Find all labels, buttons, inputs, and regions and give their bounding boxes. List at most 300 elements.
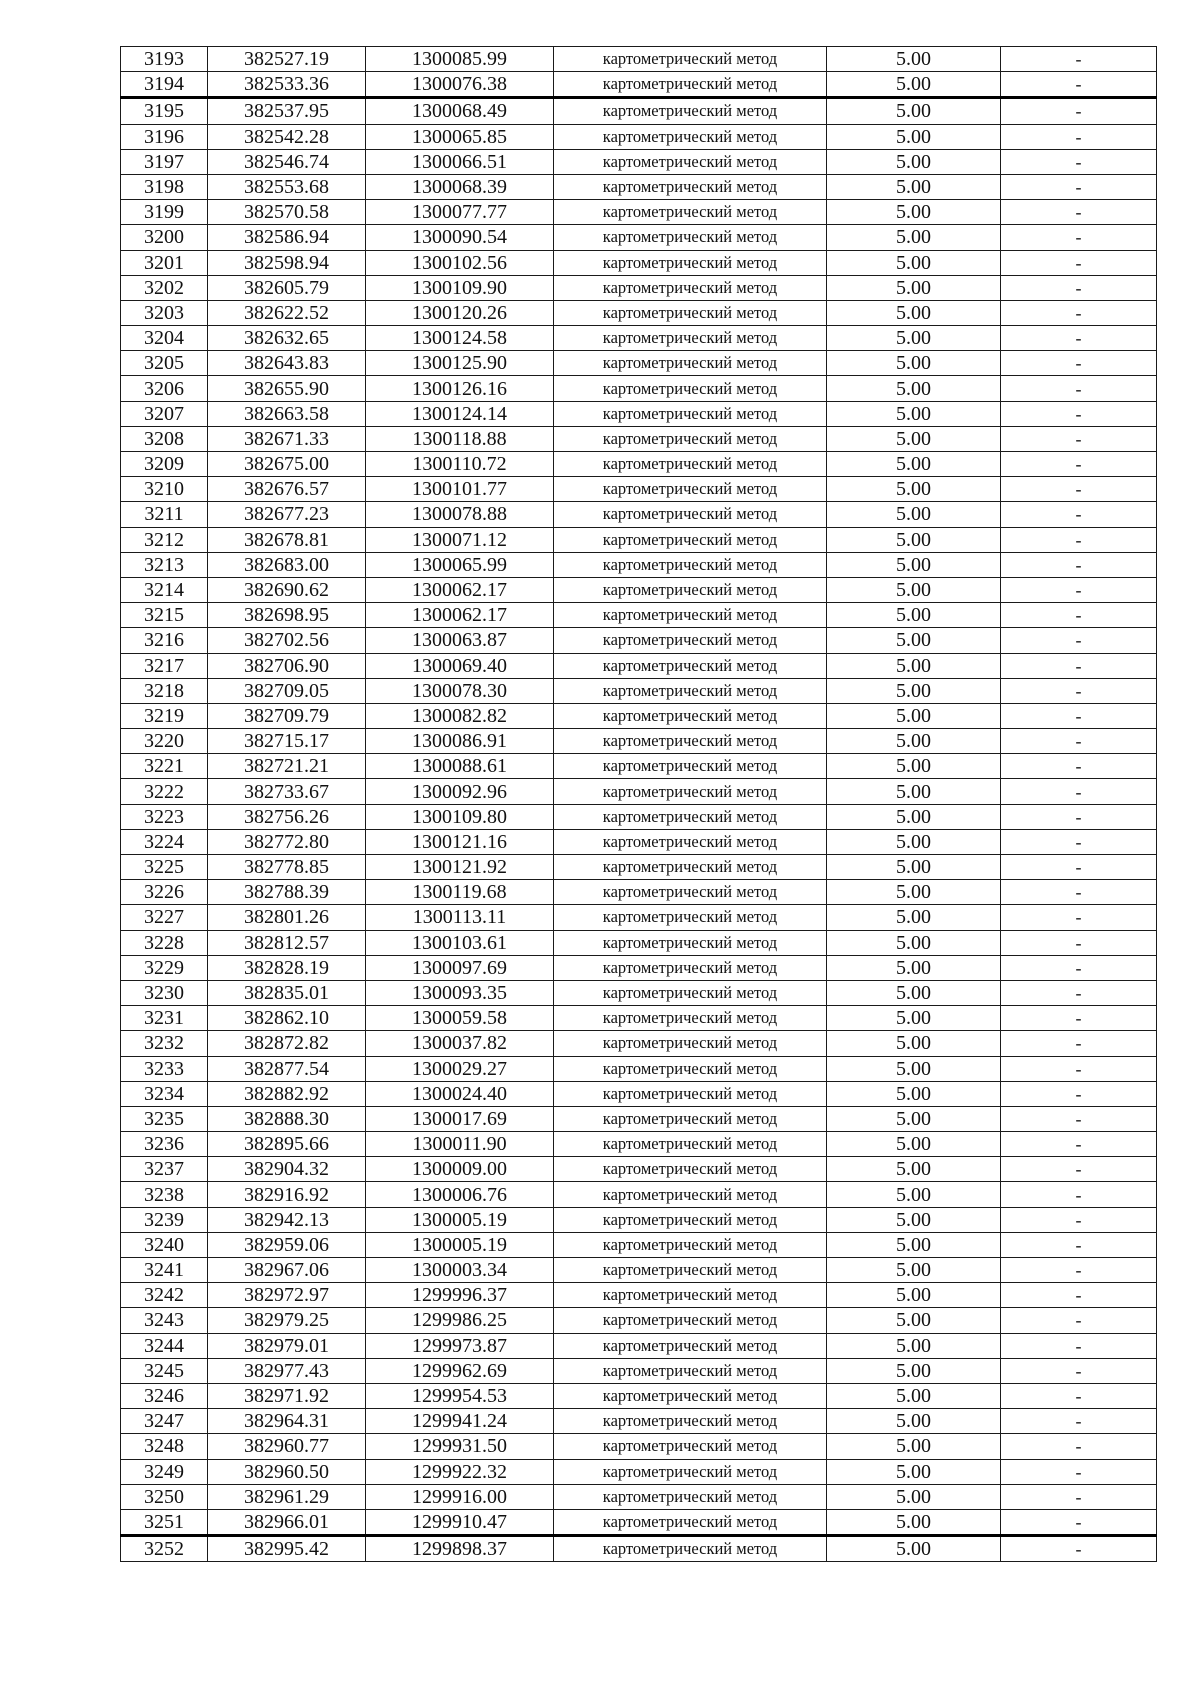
table-row: [121, 1182, 1157, 1207]
method-cell: картометрический метод: [554, 1484, 827, 1509]
method-cell: картометрический метод: [554, 880, 827, 905]
remark-cell: -: [1001, 905, 1157, 930]
y-coordinate-cell: 1299986.25: [366, 1308, 554, 1333]
x-coordinate-cell: 382961.29: [208, 1484, 366, 1509]
table-row: [121, 1358, 1157, 1383]
accuracy-cell: 5.00: [827, 1283, 1001, 1308]
accuracy-cell: 5.00: [827, 552, 1001, 577]
x-coordinate-cell: 382733.67: [208, 779, 366, 804]
remark-cell: -: [1001, 880, 1157, 905]
accuracy-cell: 5.00: [827, 955, 1001, 980]
x-coordinate-cell: 382709.05: [208, 678, 366, 703]
remark-cell: -: [1001, 1409, 1157, 1434]
point-number-cell: 3239: [121, 1207, 208, 1232]
point-number-cell: 3205: [121, 351, 208, 376]
accuracy-cell: 5.00: [827, 1434, 1001, 1459]
point-number-cell: 3233: [121, 1056, 208, 1081]
remark-cell: -: [1001, 1258, 1157, 1283]
table-row: [121, 1484, 1157, 1509]
method-cell: картометрический метод: [554, 426, 827, 451]
point-number-cell: 3231: [121, 1006, 208, 1031]
y-coordinate-cell: 1300011.90: [366, 1132, 554, 1157]
accuracy-cell: 5.00: [827, 930, 1001, 955]
method-cell: картометрический метод: [554, 1182, 827, 1207]
point-number-cell: 3217: [121, 653, 208, 678]
y-coordinate-cell: 1300121.92: [366, 855, 554, 880]
remark-cell: -: [1001, 1081, 1157, 1106]
x-coordinate-cell: 382655.90: [208, 376, 366, 401]
method-cell: картометрический метод: [554, 1283, 827, 1308]
x-coordinate-cell: 382675.00: [208, 452, 366, 477]
accuracy-cell: 5.00: [827, 527, 1001, 552]
point-number-cell: 3240: [121, 1232, 208, 1257]
method-cell: картометрический метод: [554, 729, 827, 754]
method-cell: картометрический метод: [554, 855, 827, 880]
accuracy-cell: 5.00: [827, 1383, 1001, 1408]
remark-cell: -: [1001, 855, 1157, 880]
x-coordinate-cell: 382966.01: [208, 1509, 366, 1535]
accuracy-cell: 5.00: [827, 401, 1001, 426]
method-cell: картометрический метод: [554, 351, 827, 376]
x-coordinate-cell: 382537.95: [208, 98, 366, 124]
x-coordinate-cell: 382605.79: [208, 275, 366, 300]
table-row: [121, 1536, 1157, 1562]
table-row: [121, 275, 1157, 300]
point-number-cell: 3219: [121, 703, 208, 728]
y-coordinate-cell: 1300065.99: [366, 552, 554, 577]
table-row: [121, 754, 1157, 779]
x-coordinate-cell: 382979.25: [208, 1308, 366, 1333]
y-coordinate-cell: 1300126.16: [366, 376, 554, 401]
point-number-cell: 3215: [121, 603, 208, 628]
point-number-cell: 3212: [121, 527, 208, 552]
table-row: [121, 829, 1157, 854]
x-coordinate-cell: 382546.74: [208, 149, 366, 174]
remark-cell: -: [1001, 1132, 1157, 1157]
x-coordinate-cell: 382683.00: [208, 552, 366, 577]
point-number-cell: 3197: [121, 149, 208, 174]
accuracy-cell: 5.00: [827, 905, 1001, 930]
accuracy-cell: 5.00: [827, 376, 1001, 401]
table-row: [121, 72, 1157, 98]
table-row: [121, 1031, 1157, 1056]
x-coordinate-cell: 382995.42: [208, 1536, 366, 1562]
accuracy-cell: 5.00: [827, 477, 1001, 502]
method-cell: картометрический метод: [554, 200, 827, 225]
y-coordinate-cell: 1300124.58: [366, 326, 554, 351]
accuracy-cell: 5.00: [827, 275, 1001, 300]
accuracy-cell: 5.00: [827, 502, 1001, 527]
method-cell: картометрический метод: [554, 300, 827, 325]
accuracy-cell: 5.00: [827, 754, 1001, 779]
table-row: [121, 930, 1157, 955]
x-coordinate-cell: 382862.10: [208, 1006, 366, 1031]
method-cell: картометрический метод: [554, 1509, 827, 1535]
point-number-cell: 3221: [121, 754, 208, 779]
remark-cell: -: [1001, 1207, 1157, 1232]
x-coordinate-cell: 382971.92: [208, 1383, 366, 1408]
accuracy-cell: 5.00: [827, 880, 1001, 905]
point-number-cell: 3230: [121, 980, 208, 1005]
table-row: [121, 225, 1157, 250]
remark-cell: -: [1001, 98, 1157, 124]
x-coordinate-cell: 382598.94: [208, 250, 366, 275]
y-coordinate-cell: 1300068.39: [366, 174, 554, 199]
table-row: [121, 955, 1157, 980]
x-coordinate-cell: 382677.23: [208, 502, 366, 527]
accuracy-cell: 5.00: [827, 1509, 1001, 1535]
x-coordinate-cell: 382678.81: [208, 527, 366, 552]
point-number-cell: 3235: [121, 1106, 208, 1131]
table-row: [121, 603, 1157, 628]
point-number-cell: 3199: [121, 200, 208, 225]
accuracy-cell: 5.00: [827, 804, 1001, 829]
point-number-cell: 3209: [121, 452, 208, 477]
y-coordinate-cell: 1299922.32: [366, 1459, 554, 1484]
method-cell: картометрический метод: [554, 477, 827, 502]
point-number-cell: 3226: [121, 880, 208, 905]
accuracy-cell: 5.00: [827, 653, 1001, 678]
point-number-cell: 3236: [121, 1132, 208, 1157]
method-cell: картометрический метод: [554, 1308, 827, 1333]
y-coordinate-cell: 1300059.58: [366, 1006, 554, 1031]
accuracy-cell: 5.00: [827, 225, 1001, 250]
x-coordinate-cell: 382690.62: [208, 577, 366, 602]
method-cell: картометрический метод: [554, 98, 827, 124]
method-cell: картометрический метод: [554, 1258, 827, 1283]
table-row: [121, 1383, 1157, 1408]
y-coordinate-cell: 1300102.56: [366, 250, 554, 275]
table-row: [121, 577, 1157, 602]
remark-cell: -: [1001, 149, 1157, 174]
method-cell: картометрический метод: [554, 1232, 827, 1257]
y-coordinate-cell: 1300077.77: [366, 200, 554, 225]
x-coordinate-cell: 382895.66: [208, 1132, 366, 1157]
y-coordinate-cell: 1300076.38: [366, 72, 554, 98]
y-coordinate-cell: 1300086.91: [366, 729, 554, 754]
method-cell: картометрический метод: [554, 72, 827, 98]
x-coordinate-cell: 382835.01: [208, 980, 366, 1005]
accuracy-cell: 5.00: [827, 124, 1001, 149]
point-number-cell: 3251: [121, 1509, 208, 1535]
y-coordinate-cell: 1300082.82: [366, 703, 554, 728]
table-row: [121, 1056, 1157, 1081]
accuracy-cell: 5.00: [827, 678, 1001, 703]
remark-cell: -: [1001, 603, 1157, 628]
point-number-cell: 3198: [121, 174, 208, 199]
remark-cell: -: [1001, 527, 1157, 552]
y-coordinate-cell: 1300006.76: [366, 1182, 554, 1207]
x-coordinate-cell: 382964.31: [208, 1409, 366, 1434]
method-cell: картометрический метод: [554, 1358, 827, 1383]
point-number-cell: 3201: [121, 250, 208, 275]
point-number-cell: 3241: [121, 1258, 208, 1283]
remark-cell: -: [1001, 1157, 1157, 1182]
y-coordinate-cell: 1300003.34: [366, 1258, 554, 1283]
method-cell: картометрический метод: [554, 804, 827, 829]
point-number-cell: 3223: [121, 804, 208, 829]
point-number-cell: 3220: [121, 729, 208, 754]
x-coordinate-cell: 382801.26: [208, 905, 366, 930]
remark-cell: -: [1001, 804, 1157, 829]
remark-cell: -: [1001, 552, 1157, 577]
table-row: [121, 300, 1157, 325]
accuracy-cell: 5.00: [827, 1459, 1001, 1484]
method-cell: картометрический метод: [554, 779, 827, 804]
point-number-cell: 3211: [121, 502, 208, 527]
table-row: [121, 351, 1157, 376]
method-cell: картометрический метод: [554, 1157, 827, 1182]
point-number-cell: 3238: [121, 1182, 208, 1207]
table-row: [121, 376, 1157, 401]
y-coordinate-cell: 1300097.69: [366, 955, 554, 980]
table-row: [121, 1106, 1157, 1131]
x-coordinate-cell: 382788.39: [208, 880, 366, 905]
y-coordinate-cell: 1300071.12: [366, 527, 554, 552]
x-coordinate-cell: 382709.79: [208, 703, 366, 728]
y-coordinate-cell: 1300101.77: [366, 477, 554, 502]
accuracy-cell: 5.00: [827, 1081, 1001, 1106]
table-row: [121, 1081, 1157, 1106]
accuracy-cell: 5.00: [827, 1207, 1001, 1232]
remark-cell: -: [1001, 376, 1157, 401]
y-coordinate-cell: 1300037.82: [366, 1031, 554, 1056]
x-coordinate-cell: 382960.50: [208, 1459, 366, 1484]
method-cell: картометрический метод: [554, 527, 827, 552]
accuracy-cell: 5.00: [827, 1056, 1001, 1081]
point-number-cell: 3216: [121, 628, 208, 653]
y-coordinate-cell: 1300088.61: [366, 754, 554, 779]
x-coordinate-cell: 382916.92: [208, 1182, 366, 1207]
remark-cell: -: [1001, 1308, 1157, 1333]
remark-cell: -: [1001, 1283, 1157, 1308]
y-coordinate-cell: 1300078.30: [366, 678, 554, 703]
point-number-cell: 3250: [121, 1484, 208, 1509]
table-row: [121, 124, 1157, 149]
accuracy-cell: 5.00: [827, 174, 1001, 199]
table-row: [121, 426, 1157, 451]
remark-cell: -: [1001, 1509, 1157, 1535]
remark-cell: -: [1001, 326, 1157, 351]
remark-cell: -: [1001, 225, 1157, 250]
x-coordinate-cell: 382872.82: [208, 1031, 366, 1056]
accuracy-cell: 5.00: [827, 1157, 1001, 1182]
remark-cell: -: [1001, 1383, 1157, 1408]
accuracy-cell: 5.00: [827, 1232, 1001, 1257]
accuracy-cell: 5.00: [827, 200, 1001, 225]
y-coordinate-cell: 1300009.00: [366, 1157, 554, 1182]
y-coordinate-cell: 1300005.19: [366, 1207, 554, 1232]
method-cell: картометрический метод: [554, 1333, 827, 1358]
point-number-cell: 3214: [121, 577, 208, 602]
remark-cell: -: [1001, 754, 1157, 779]
point-number-cell: 3248: [121, 1434, 208, 1459]
x-coordinate-cell: 382643.83: [208, 351, 366, 376]
point-number-cell: 3228: [121, 930, 208, 955]
method-cell: картометрический метод: [554, 174, 827, 199]
table-row: [121, 1308, 1157, 1333]
accuracy-cell: 5.00: [827, 1358, 1001, 1383]
accuracy-cell: 5.00: [827, 980, 1001, 1005]
x-coordinate-cell: 382967.06: [208, 1258, 366, 1283]
table-row: [121, 47, 1157, 72]
x-coordinate-cell: 382959.06: [208, 1232, 366, 1257]
x-coordinate-cell: 382979.01: [208, 1333, 366, 1358]
y-coordinate-cell: 1300062.17: [366, 577, 554, 602]
y-coordinate-cell: 1299941.24: [366, 1409, 554, 1434]
point-number-cell: 3210: [121, 477, 208, 502]
accuracy-cell: 5.00: [827, 250, 1001, 275]
point-number-cell: 3206: [121, 376, 208, 401]
y-coordinate-cell: 1299962.69: [366, 1358, 554, 1383]
method-cell: картометрический метод: [554, 275, 827, 300]
point-number-cell: 3224: [121, 829, 208, 854]
method-cell: картометрический метод: [554, 1132, 827, 1157]
remark-cell: -: [1001, 779, 1157, 804]
method-cell: картометрический метод: [554, 1383, 827, 1408]
x-coordinate-cell: 382904.32: [208, 1157, 366, 1182]
table-row: [121, 250, 1157, 275]
method-cell: картометрический метод: [554, 149, 827, 174]
table-row: [121, 1258, 1157, 1283]
x-coordinate-cell: 382721.21: [208, 754, 366, 779]
remark-cell: -: [1001, 351, 1157, 376]
point-number-cell: 3234: [121, 1081, 208, 1106]
remark-cell: -: [1001, 124, 1157, 149]
y-coordinate-cell: 1300062.17: [366, 603, 554, 628]
method-cell: картометрический метод: [554, 1031, 827, 1056]
remark-cell: -: [1001, 401, 1157, 426]
method-cell: картометрический метод: [554, 754, 827, 779]
y-coordinate-cell: 1300103.61: [366, 930, 554, 955]
x-coordinate-cell: 382977.43: [208, 1358, 366, 1383]
y-coordinate-cell: 1300085.99: [366, 47, 554, 72]
accuracy-cell: 5.00: [827, 1484, 1001, 1509]
table-row: [121, 653, 1157, 678]
y-coordinate-cell: 1299898.37: [366, 1536, 554, 1562]
remark-cell: -: [1001, 628, 1157, 653]
point-number-cell: 3237: [121, 1157, 208, 1182]
accuracy-cell: 5.00: [827, 1333, 1001, 1358]
table-row: [121, 326, 1157, 351]
remark-cell: -: [1001, 1459, 1157, 1484]
method-cell: картометрический метод: [554, 703, 827, 728]
table-row: [121, 1409, 1157, 1434]
accuracy-cell: 5.00: [827, 1536, 1001, 1562]
y-coordinate-cell: 1300092.96: [366, 779, 554, 804]
point-number-cell: 3193: [121, 47, 208, 72]
table-row: [121, 804, 1157, 829]
accuracy-cell: 5.00: [827, 98, 1001, 124]
accuracy-cell: 5.00: [827, 829, 1001, 854]
point-number-cell: 3229: [121, 955, 208, 980]
table-row: [121, 905, 1157, 930]
remark-cell: -: [1001, 1106, 1157, 1131]
accuracy-cell: 5.00: [827, 426, 1001, 451]
x-coordinate-cell: 382527.19: [208, 47, 366, 72]
point-number-cell: 3244: [121, 1333, 208, 1358]
point-number-cell: 3213: [121, 552, 208, 577]
method-cell: картометрический метод: [554, 376, 827, 401]
x-coordinate-cell: 382570.58: [208, 200, 366, 225]
method-cell: картометрический метод: [554, 1536, 827, 1562]
x-coordinate-cell: 382877.54: [208, 1056, 366, 1081]
method-cell: картометрический метод: [554, 1081, 827, 1106]
accuracy-cell: 5.00: [827, 779, 1001, 804]
y-coordinate-cell: 1300068.49: [366, 98, 554, 124]
table-row: [121, 880, 1157, 905]
table-row: [121, 1434, 1157, 1459]
y-coordinate-cell: 1300063.87: [366, 628, 554, 653]
remark-cell: -: [1001, 930, 1157, 955]
method-cell: картометрический метод: [554, 326, 827, 351]
y-coordinate-cell: 1299910.47: [366, 1509, 554, 1535]
remark-cell: -: [1001, 426, 1157, 451]
table-row: [121, 1232, 1157, 1257]
y-coordinate-cell: 1299916.00: [366, 1484, 554, 1509]
remark-cell: -: [1001, 1031, 1157, 1056]
remark-cell: -: [1001, 275, 1157, 300]
point-number-cell: 3208: [121, 426, 208, 451]
point-number-cell: 3242: [121, 1283, 208, 1308]
method-cell: картометрический метод: [554, 1056, 827, 1081]
point-number-cell: 3200: [121, 225, 208, 250]
method-cell: картометрический метод: [554, 47, 827, 72]
table-row: [121, 779, 1157, 804]
accuracy-cell: 5.00: [827, 72, 1001, 98]
method-cell: картометрический метод: [554, 577, 827, 602]
remark-cell: -: [1001, 577, 1157, 602]
x-coordinate-cell: 382772.80: [208, 829, 366, 854]
remark-cell: -: [1001, 200, 1157, 225]
table-body: [121, 47, 1157, 1562]
accuracy-cell: 5.00: [827, 452, 1001, 477]
remark-cell: -: [1001, 1232, 1157, 1257]
remark-cell: -: [1001, 174, 1157, 199]
remark-cell: -: [1001, 729, 1157, 754]
accuracy-cell: 5.00: [827, 47, 1001, 72]
y-coordinate-cell: 1300109.90: [366, 275, 554, 300]
table-row: [121, 678, 1157, 703]
x-coordinate-cell: 382828.19: [208, 955, 366, 980]
x-coordinate-cell: 382942.13: [208, 1207, 366, 1232]
remark-cell: -: [1001, 1006, 1157, 1031]
table-row: [121, 1459, 1157, 1484]
accuracy-cell: 5.00: [827, 351, 1001, 376]
y-coordinate-cell: 1300124.14: [366, 401, 554, 426]
remark-cell: -: [1001, 72, 1157, 98]
remark-cell: -: [1001, 1536, 1157, 1562]
y-coordinate-cell: 1299931.50: [366, 1434, 554, 1459]
x-coordinate-cell: 382960.77: [208, 1434, 366, 1459]
remark-cell: -: [1001, 502, 1157, 527]
point-number-cell: 3222: [121, 779, 208, 804]
x-coordinate-cell: 382671.33: [208, 426, 366, 451]
accuracy-cell: 5.00: [827, 1409, 1001, 1434]
table-row: [121, 174, 1157, 199]
accuracy-cell: 5.00: [827, 326, 1001, 351]
coordinates-table: [120, 46, 1157, 1562]
x-coordinate-cell: 382706.90: [208, 653, 366, 678]
method-cell: картометрический метод: [554, 1409, 827, 1434]
table-row: [121, 1207, 1157, 1232]
table-row: [121, 401, 1157, 426]
remark-cell: -: [1001, 829, 1157, 854]
y-coordinate-cell: 1300110.72: [366, 452, 554, 477]
point-number-cell: 3249: [121, 1459, 208, 1484]
method-cell: картометрический метод: [554, 678, 827, 703]
x-coordinate-cell: 382715.17: [208, 729, 366, 754]
